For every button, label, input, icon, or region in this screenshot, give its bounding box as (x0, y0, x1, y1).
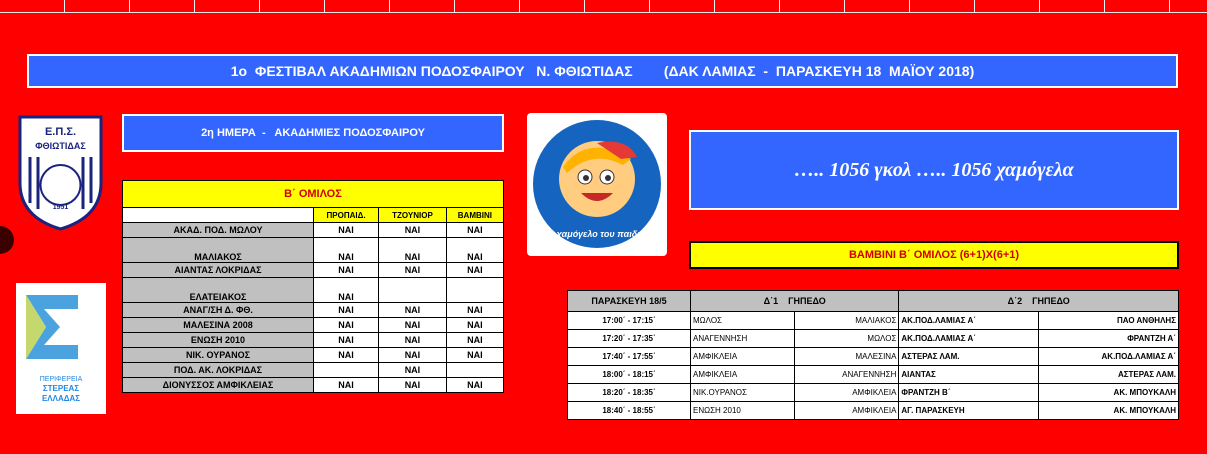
participation-cell: ΝΑΙ (446, 333, 503, 348)
match-schedule-table (567, 290, 1179, 420)
match-time: 17:20΄ - 17:35΄ (568, 330, 691, 348)
table-row (568, 348, 1179, 366)
eps-logo-arc-text: ΦΘΙΩΤΙΔΑΣ (35, 141, 86, 151)
participation-cell: ΝΑΙ (314, 278, 379, 303)
table-row (568, 384, 1179, 402)
participation-cell: ΝΑΙ (379, 333, 447, 348)
participation-cell: ΝΑΙ (446, 378, 503, 393)
team-name: ΕΛΑΤΕΙΑΚΟΣ (123, 278, 314, 303)
table-row (568, 312, 1179, 330)
dark-circle-shape (0, 226, 14, 254)
pitch2-away: ΑΚ. ΜΠΟΥΚΑΛΗ (1039, 402, 1179, 420)
pitch2-away: ΑΚ.ΠΟΔ.ΛΑΜΙΑΣ Α΄ (1039, 348, 1179, 366)
pitch1-away: ΑΜΦΙΚΛΕΙΑ (795, 384, 899, 402)
participation-cell (379, 278, 447, 303)
participation-cell: ΝΑΙ (314, 223, 379, 238)
table-row (568, 402, 1179, 420)
pitch2-home: ΑΙΑΝΤΑΣ (899, 366, 1039, 384)
region-logo-line1: ΠΕΡΙΦΕΡΕΙΑ (39, 376, 83, 383)
participation-cell: ΝΑΙ (446, 223, 503, 238)
pitch1-home: ΕΝΩΣΗ 2010 (691, 402, 795, 420)
pitch2-away: ΑΚ. ΜΠΟΥΚΑΛΗ (1039, 384, 1179, 402)
pitch1-header: Δ΄1 ΓΗΠΕΔΟ (691, 291, 899, 312)
pitch1-home: ΑΜΦΙΚΛΕΙΑ (691, 348, 795, 366)
pitch2-home: ΦΡΑΝΤΖΗ Β΄ (899, 384, 1039, 402)
team-name: ΜΑΛΕΣΙΝΑ 2008 (123, 318, 314, 333)
table-row (568, 330, 1179, 348)
participation-cell: ΝΑΙ (379, 378, 447, 393)
match-time: 18:20΄ - 18:35΄ (568, 384, 691, 402)
pitch2-home: ΑΣΤΕΡΑΣ ΛΑΜ. (899, 348, 1039, 366)
participation-cell: ΝΑΙ (379, 223, 447, 238)
pitch2-away: ΑΣΤΕΡΑΣ ΛΑΜ. (1039, 366, 1179, 384)
participation-cell: ΝΑΙ (446, 318, 503, 333)
column-grid (0, 0, 1207, 13)
smile-logo-text: Το χαμόγελο του παιδιού (543, 229, 651, 239)
table-row (568, 366, 1179, 384)
group-title: Β΄ ΟΜΙΛΟΣ (123, 181, 504, 208)
smile-of-the-child-logo (527, 113, 667, 256)
match-time: 18:00΄ - 18:15΄ (568, 366, 691, 384)
participation-cell: ΝΑΙ (446, 238, 503, 263)
team-name: ΠΟΔ. ΑΚ. ΛΟΚΡΙΔΑΣ (123, 363, 314, 378)
day-label: 2η ΗΜΕΡΑ - ΑΚΑΔΗΜΙΕΣ ΠΟΔΟΣΦΑΙΡΟΥ (201, 127, 425, 139)
pitch1-away: ΜΑΛΕΣΙΝΑ (795, 348, 899, 366)
eps-logo-top-text: Ε.Π.Σ. (44, 126, 77, 138)
column-header: ΒΑΜΒΙΝΙ (446, 208, 503, 223)
pitch1-home: ΑΝΑΓΕΝΝΗΣΗ (691, 330, 795, 348)
table-row (123, 333, 504, 348)
participation-cell: ΝΑΙ (379, 318, 447, 333)
participation-cell (314, 363, 379, 378)
pitch2-home: ΑΚ.ΠΟΔ.ΛΑΜΙΑΣ Α΄ (899, 312, 1039, 330)
table-row (123, 378, 504, 393)
festival-title-banner (27, 54, 1178, 88)
participation-cell: ΝΑΙ (446, 348, 503, 363)
pitch2-header: Δ΄2 ΓΗΠΕΔΟ (899, 291, 1179, 312)
participation-cell (446, 363, 503, 378)
participation-cell: ΝΑΙ (314, 333, 379, 348)
table-row (123, 348, 504, 363)
group-participation-table (122, 180, 504, 393)
table-row (123, 318, 504, 333)
team-name: ΕΝΩΣΗ 2010 (123, 333, 314, 348)
participation-cell: ΝΑΙ (314, 238, 379, 263)
pitch1-home: ΑΜΦΙΚΛΕΙΑ (691, 366, 795, 384)
eps-fthiotidas-logo (14, 113, 107, 231)
participation-cell: ΝΑΙ (314, 378, 379, 393)
date-header: ΠΑΡΑΣΚΕΥΗ 18/5 (568, 291, 691, 312)
participation-cell: ΝΑΙ (379, 363, 447, 378)
column-header: ΠΡΟΠΑΙΔ. (314, 208, 379, 223)
participation-cell: ΝΑΙ (314, 318, 379, 333)
participation-cell: ΝΑΙ (314, 348, 379, 363)
table-row (123, 238, 504, 263)
pitch2-home: ΑΓ. ΠΑΡΑΣΚΕΥΗ (899, 402, 1039, 420)
participation-cell: ΝΑΙ (446, 303, 503, 318)
participation-cell: ΝΑΙ (314, 303, 379, 318)
participation-cell: ΝΑΙ (379, 303, 447, 318)
participation-cell: ΝΑΙ (379, 263, 447, 278)
team-name: ΑΙΑΝΤΑΣ ΛΟΚΡΙΔΑΣ (123, 263, 314, 278)
festival-title: 1ο ΦΕΣΤΙΒΑΛ ΑΚΑΔΗΜΙΩΝ ΠΟΔΟΣΦΑΙΡΟΥ Ν. ΦΘΙΩΤΙΔΑΣ (ΔΑΚ ΛΑΜΙΑΣ - ΠΑΡΑΣΚΕΥΗ 18 ΜΑΪΟΥ 2018) (230, 63, 975, 79)
bambini-title: ΒΑΜΒΙΝΙ Β΄ ΟΜΙΛΟΣ (6+1)Χ(6+1) (848, 249, 1020, 261)
team-name: ΑΝΑΓ/ΣΗ Δ. ΦΘ. (123, 303, 314, 318)
table-row (123, 278, 504, 303)
day-banner (122, 114, 504, 152)
slogan-text: ….. 1056 γκολ ….. 1056 χαμόγελα (794, 158, 1074, 181)
pitch1-home: ΜΩΛΟΣ (691, 312, 795, 330)
pitch1-home: ΝΙΚ.ΟΥΡΑΝΟΣ (691, 384, 795, 402)
region-logo-line2: ΣΤΕΡΕΑΣ (42, 384, 80, 393)
bambini-group-banner (689, 241, 1179, 269)
participation-cell: ΝΑΙ (446, 263, 503, 278)
pitch2-home: ΑΚ.ΠΟΔ.ΛΑΜΙΑΣ Α΄ (899, 330, 1039, 348)
team-name: ΝΙΚ. ΟΥΡΑΝΟΣ (123, 348, 314, 363)
region-sterea-ellada-logo (16, 283, 106, 414)
slogan-banner (689, 130, 1179, 210)
participation-cell (446, 278, 503, 303)
pitch1-away: ΜΩΛΟΣ (795, 330, 899, 348)
table-row (123, 263, 504, 278)
column-header: ΤΖΟΥΝΙΟΡ (379, 208, 447, 223)
group-header-blank (123, 208, 314, 223)
team-name: ΜΑΛΙΑΚΟΣ (123, 238, 314, 263)
match-time: 17:40΄ - 17:55΄ (568, 348, 691, 366)
eps-logo-year: 1951 (52, 204, 69, 211)
pitch1-away: ΑΝΑΓΕΝΝΗΣΗ (795, 366, 899, 384)
team-name: ΑΚΑΔ. ΠΟΔ. ΜΩΛΟΥ (123, 223, 314, 238)
region-logo-line3: ΕΛΛΑΔΑΣ (41, 394, 81, 403)
pitch2-away: ΠΑΟ ΑΝΘΗΛΗΣ (1039, 312, 1179, 330)
table-row (123, 303, 504, 318)
match-time: 17:00΄ - 17:15΄ (568, 312, 691, 330)
table-row (123, 363, 504, 378)
participation-cell: ΝΑΙ (379, 348, 447, 363)
pitch1-away: ΑΜΦΙΚΛΕΙΑ (795, 402, 899, 420)
participation-cell: ΝΑΙ (379, 238, 447, 263)
pitch2-away: ΦΡΑΝΤΖΗ Α΄ (1039, 330, 1179, 348)
match-time: 18:40΄ - 18:55΄ (568, 402, 691, 420)
table-row (123, 223, 504, 238)
pitch1-away: ΜΑΛΙΑΚΟΣ (795, 312, 899, 330)
participation-cell: ΝΑΙ (314, 263, 379, 278)
team-name: ΔΙΟΝΥΣΣΟΣ ΑΜΦΙΚΛΕΙΑΣ (123, 378, 314, 393)
